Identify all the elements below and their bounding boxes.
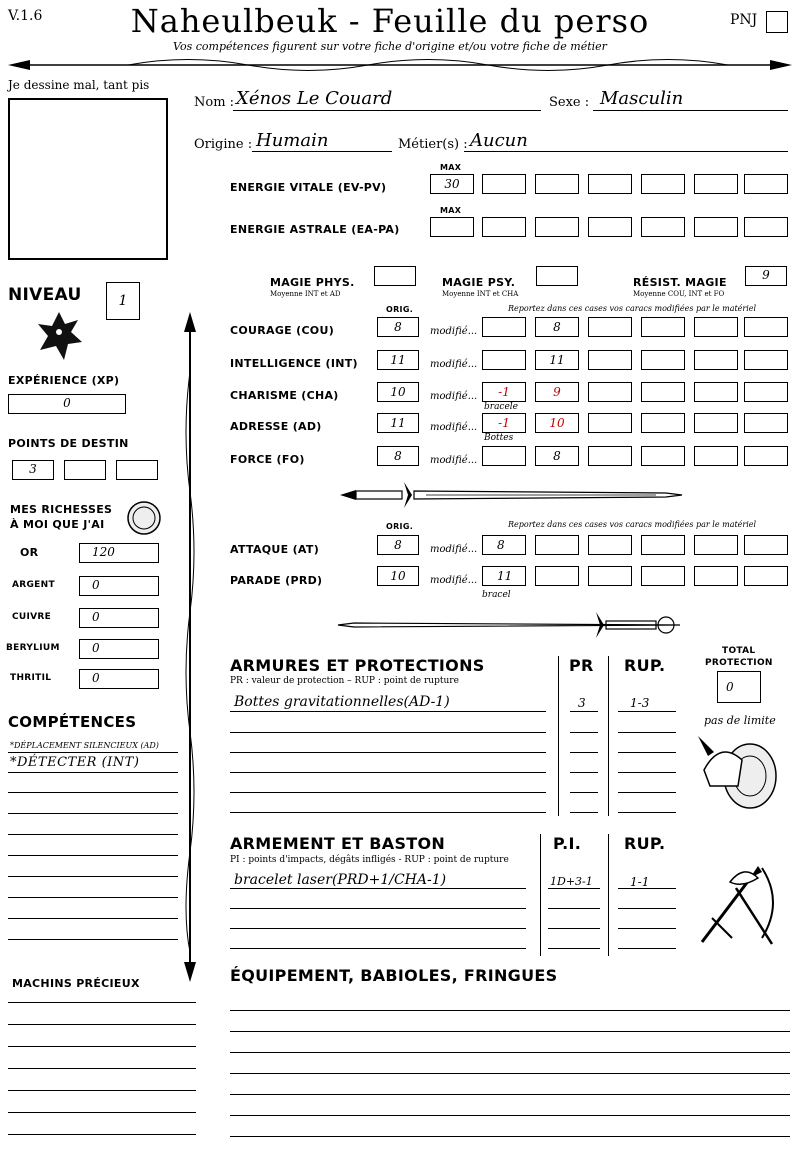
armure-line[interactable]	[230, 792, 546, 793]
stat-orig-value[interactable]: 8	[377, 317, 419, 337]
armure-item-pr[interactable]: 3	[578, 696, 586, 710]
combat-label: PARADE (PRD)	[230, 574, 323, 587]
competence-line[interactable]	[8, 855, 178, 856]
pnj-label: PNJ	[730, 12, 758, 28]
equipement-line[interactable]	[230, 1031, 790, 1032]
origine-label: Origine :	[194, 137, 253, 152]
resist-magie-note: Moyenne COU, INT et FO	[633, 290, 725, 298]
combat-track-cell[interactable]	[588, 535, 632, 555]
arme-rup-line[interactable]	[618, 888, 676, 889]
armure-rup-line[interactable]	[618, 812, 676, 813]
armure-item-rup[interactable]: 1-3	[630, 696, 650, 710]
stats-note: Reportez dans ces cases vos caracs modifiées par le matériel	[508, 304, 757, 313]
total-protection-label-2: PROTECTION	[705, 658, 773, 668]
armures-col-pr: PR	[569, 656, 594, 675]
combat-modif-label: modifié...	[430, 544, 478, 555]
combat-track-cell[interactable]	[641, 566, 685, 586]
nom-value[interactable]: Xénos Le Couard	[236, 88, 393, 109]
armure-line[interactable]	[230, 812, 546, 813]
stat-track-cell[interactable]	[641, 446, 685, 466]
stat-track-cell[interactable]	[694, 413, 738, 433]
arme-rup-line[interactable]	[618, 928, 676, 929]
arme-pi-line[interactable]	[548, 928, 600, 929]
ea-track-cell[interactable]	[588, 217, 632, 237]
stat-mod-value[interactable]	[482, 350, 526, 370]
machins-label: MACHINS PRÉCIEUX	[12, 977, 140, 990]
competences-label: COMPÉTENCES	[8, 713, 137, 731]
stat-track-cell[interactable]	[744, 350, 788, 370]
metier-value[interactable]: Aucun	[470, 130, 528, 151]
combat-track-cell[interactable]	[694, 566, 738, 586]
cuivre-value[interactable]: 0	[79, 608, 159, 628]
combat-track-cell[interactable]	[588, 566, 632, 586]
armement-note: PI : points d'impacts, dégâts infligés - RUP : point de rupture	[230, 855, 509, 865]
stat-current-value[interactable]: 8	[535, 317, 579, 337]
armure-rup-line[interactable]	[618, 792, 676, 793]
stat-track-cell[interactable]	[641, 317, 685, 337]
arme-pi-line[interactable]	[548, 948, 600, 949]
stat-mod-note: bracele	[484, 402, 519, 412]
equipement-line[interactable]	[230, 1052, 790, 1053]
xp-label: EXPÉRIENCE (XP)	[8, 374, 120, 387]
or-value[interactable]: 120	[79, 543, 159, 563]
ea-label: ENERGIE ASTRALE (EA-PA)	[230, 223, 400, 236]
stat-orig-value[interactable]: 11	[377, 413, 419, 433]
magie-psy-label: MAGIE PSY.	[442, 276, 516, 289]
ev-max-value[interactable]: 30	[430, 174, 474, 194]
stat-track-cell[interactable]	[694, 350, 738, 370]
berylium-value[interactable]: 0	[79, 639, 159, 659]
stat-orig-value[interactable]: 10	[377, 382, 419, 402]
stat-track-cell[interactable]	[588, 446, 632, 466]
arme-pi-line[interactable]	[548, 908, 600, 909]
helmet-shield-icon	[694, 730, 784, 810]
armure-line[interactable]	[230, 752, 546, 753]
stat-track-cell[interactable]	[588, 382, 632, 402]
stat-modif-label: modifié...	[430, 422, 478, 433]
stat-track-cell[interactable]	[744, 413, 788, 433]
competence-item-1[interactable]: *DÉPLACEMENT SILENCIEUX (AD)	[10, 741, 159, 750]
stat-mod-note: Bottes	[484, 433, 514, 443]
combat-orig-value[interactable]: 10	[377, 566, 419, 586]
combat-modif-label: modifié...	[430, 575, 478, 586]
stat-track-cell[interactable]	[744, 317, 788, 337]
combat-note: Reportez dans ces cases vos caracs modifiées par le matériel	[508, 520, 757, 529]
ev-track-cell[interactable]	[482, 174, 526, 194]
stat-current-value[interactable]: 8	[535, 446, 579, 466]
ev-track-cell[interactable]	[744, 174, 788, 194]
ea-track-cell[interactable]	[641, 217, 685, 237]
version-label: V.1.6	[8, 8, 43, 24]
sheet-subtitle: Vos compétences figurent sur votre fiche d'origine et/ou votre fiche de métier	[173, 40, 607, 53]
stat-track-cell[interactable]	[694, 446, 738, 466]
sheet-title: Naheulbeuk - Feuille du perso	[130, 2, 650, 40]
stat-track-cell[interactable]	[588, 350, 632, 370]
arme-line[interactable]	[230, 908, 526, 909]
equipement-line[interactable]	[230, 1094, 790, 1095]
riches-label-1: MES RICHESSES	[10, 503, 113, 516]
armure-pr-line[interactable]	[570, 732, 598, 733]
argent-label: ARGENT	[12, 580, 55, 590]
stat-mod-value[interactable]: -1	[482, 382, 526, 402]
combat-track-cell[interactable]	[744, 535, 788, 555]
armure-rup-line[interactable]	[618, 711, 676, 712]
equipement-line[interactable]	[230, 1010, 790, 1011]
arme-item-pi[interactable]: 1D+3-1	[550, 875, 593, 888]
armement-col-rup: RUP.	[624, 834, 666, 853]
destin-box-3[interactable]	[116, 460, 158, 480]
level-value[interactable]: 1	[106, 282, 140, 320]
machins-line[interactable]	[8, 1068, 196, 1069]
combat-track-cell[interactable]	[535, 566, 579, 586]
armures-col-rup: RUP.	[624, 656, 666, 675]
combat-track-cell[interactable]	[694, 535, 738, 555]
total-protection-value[interactable]: 0	[717, 671, 761, 703]
cuivre-label: CUIVRE	[12, 612, 52, 622]
ev-max-label: MAX	[440, 163, 462, 172]
arme-line[interactable]	[230, 928, 526, 929]
stat-mod-value[interactable]: -1	[482, 413, 526, 433]
arme-pi-line[interactable]	[548, 888, 600, 889]
machins-line[interactable]	[8, 1090, 196, 1091]
stat-modif-label: modifié...	[430, 359, 478, 370]
magie-psy-value[interactable]	[536, 266, 578, 286]
stat-label: CHARISME (CHA)	[230, 389, 339, 402]
armure-pr-line[interactable]	[570, 772, 598, 773]
stat-orig-value[interactable]: 8	[377, 446, 419, 466]
ea-max-label: MAX	[440, 206, 462, 215]
armure-pr-line[interactable]	[570, 752, 598, 753]
destin-box-1[interactable]: 3	[12, 460, 54, 480]
ev-track-cell[interactable]	[694, 174, 738, 194]
stat-track-cell[interactable]	[641, 382, 685, 402]
combat-mod-note: bracel	[482, 590, 511, 600]
armure-line[interactable]	[230, 732, 546, 733]
armure-pr-line[interactable]	[570, 792, 598, 793]
ea-track-cell[interactable]	[482, 217, 526, 237]
arme-rup-line[interactable]	[618, 908, 676, 909]
ev-track-cell[interactable]	[641, 174, 685, 194]
armure-pr-line[interactable]	[570, 711, 598, 712]
armement-title: ARMEMENT ET BASTON	[230, 834, 446, 853]
sword-icon	[336, 478, 684, 512]
machins-line[interactable]	[8, 1046, 196, 1047]
combat-label: ATTAQUE (AT)	[230, 543, 320, 556]
ea-track-cell[interactable]	[694, 217, 738, 237]
ev-label: ENERGIE VITALE (EV-PV)	[230, 181, 387, 194]
stat-current-value[interactable]: 9	[535, 382, 579, 402]
arme-rup-line[interactable]	[618, 948, 676, 949]
magie-phys-note: Moyenne INT et AD	[270, 290, 341, 298]
combat-track-cell[interactable]	[641, 535, 685, 555]
stat-label: INTELLIGENCE (INT)	[230, 357, 358, 370]
magie-phys-label: MAGIE PHYS.	[270, 276, 355, 289]
competence-line[interactable]	[8, 918, 178, 919]
armure-pr-line[interactable]	[570, 812, 598, 813]
stat-track-cell[interactable]	[744, 382, 788, 402]
combat-track-cell[interactable]	[535, 535, 579, 555]
total-protection-label-1: TOTAL	[722, 646, 756, 656]
machins-line[interactable]	[8, 1024, 196, 1025]
stat-mod-value[interactable]	[482, 317, 526, 337]
combat-orig-label: ORIG.	[386, 522, 414, 531]
armure-rup-line[interactable]	[618, 772, 676, 773]
stat-label: COURAGE (COU)	[230, 324, 335, 337]
or-label: OR	[20, 546, 39, 559]
combat-mod-value[interactable]: 8	[482, 535, 526, 555]
equipement-line[interactable]	[230, 1115, 790, 1116]
weapons-icon	[692, 858, 786, 950]
thritil-label: THRITIL	[10, 673, 52, 683]
armure-line[interactable]	[230, 711, 546, 712]
machins-line[interactable]	[8, 1112, 196, 1113]
magie-psy-note: Moyenne INT et CHA	[442, 290, 519, 298]
competence-line[interactable]	[8, 876, 178, 877]
arme-item-rup[interactable]: 1-1	[630, 875, 650, 889]
stat-current-value[interactable]: 11	[535, 350, 579, 370]
stat-modif-label: modifié...	[430, 455, 478, 466]
stat-modif-label: modifié...	[430, 391, 478, 402]
stat-track-cell[interactable]	[694, 382, 738, 402]
sexe-value[interactable]: Masculin	[600, 88, 684, 109]
stat-label: FORCE (FO)	[230, 453, 305, 466]
level-label: NIVEAU	[8, 285, 82, 305]
resist-magie-value[interactable]: 9	[745, 266, 787, 286]
thritil-value[interactable]: 0	[79, 669, 159, 689]
riches-label-2: À MOI QUE J'AI	[10, 518, 105, 531]
competence-line[interactable]	[8, 897, 178, 898]
combat-track-cell[interactable]	[744, 566, 788, 586]
competence-line[interactable]	[8, 792, 178, 793]
arme-item-name[interactable]: bracelet laser(PRD+1/CHA-1)	[234, 872, 447, 888]
stat-modif-label: modifié...	[430, 326, 478, 337]
origine-value[interactable]: Humain	[256, 130, 329, 151]
ev-track-cell[interactable]	[588, 174, 632, 194]
armement-col-pi: P.I.	[553, 834, 582, 853]
equipement-title: ÉQUIPEMENT, BABIOLES, FRINGUES	[230, 966, 558, 985]
competence-line[interactable]	[8, 834, 178, 835]
stat-track-cell[interactable]	[641, 350, 685, 370]
equipement-line[interactable]	[230, 1073, 790, 1074]
machins-line[interactable]	[8, 1002, 196, 1003]
stat-track-cell[interactable]	[744, 446, 788, 466]
combat-mod-value[interactable]: 11	[482, 566, 526, 586]
competence-item-2[interactable]: *DÉTECTER (INT)	[10, 755, 140, 770]
competence-line[interactable]	[8, 939, 178, 940]
berylium-label: BERYLIUM	[6, 643, 60, 653]
stat-orig-value[interactable]: 11	[377, 350, 419, 370]
stat-track-cell[interactable]	[641, 413, 685, 433]
stat-track-cell[interactable]	[694, 317, 738, 337]
machins-line[interactable]	[8, 1134, 196, 1135]
sexe-label: Sexe :	[549, 95, 590, 110]
arme-line[interactable]	[230, 888, 526, 889]
armures-note: PR : valeur de protection – RUP : point de rupture	[230, 676, 459, 686]
ea-track-cell[interactable]	[744, 217, 788, 237]
stat-label: ADRESSE (AD)	[230, 420, 322, 433]
destin-box-2[interactable]	[64, 460, 106, 480]
magie-phys-value[interactable]	[374, 266, 416, 286]
metier-label: Métier(s) :	[398, 137, 468, 152]
arme-line[interactable]	[230, 948, 526, 949]
armure-rup-line[interactable]	[618, 732, 676, 733]
armure-rup-line[interactable]	[618, 752, 676, 753]
equipement-line[interactable]	[230, 1136, 790, 1137]
ev-track-cell[interactable]	[535, 174, 579, 194]
sword-icon-2	[336, 608, 684, 642]
armure-item-name[interactable]: Bottes gravitationnelles(AD-1)	[234, 694, 450, 710]
competence-line[interactable]	[8, 813, 178, 814]
ea-max-value[interactable]	[430, 217, 474, 237]
stat-track-cell[interactable]	[588, 317, 632, 337]
coin-icon	[126, 500, 162, 536]
combat-orig-value[interactable]: 8	[377, 535, 419, 555]
resist-magie-label: RÉSIST. MAGIE	[633, 276, 727, 289]
armures-title: ARMURES ET PROTECTIONS	[230, 656, 485, 675]
spear-divider-icon	[8, 56, 792, 74]
stat-current-value[interactable]: 10	[535, 413, 579, 433]
limit-note: pas de limite	[704, 714, 776, 727]
nom-label: Nom :	[194, 95, 235, 110]
ea-track-cell[interactable]	[535, 217, 579, 237]
armure-line[interactable]	[230, 772, 546, 773]
pnj-checkbox[interactable]	[766, 11, 788, 33]
dragon-icon	[34, 308, 84, 364]
portrait-frame[interactable]	[8, 98, 168, 260]
portrait-caption: Je dessine mal, tant pis	[8, 78, 150, 92]
destin-label: POINTS DE DESTIN	[8, 437, 129, 450]
stat-track-cell[interactable]	[588, 413, 632, 433]
argent-value[interactable]: 0	[79, 576, 159, 596]
xp-value[interactable]: 0	[8, 394, 126, 414]
stat-mod-value[interactable]	[482, 446, 526, 466]
spear-vertical-icon	[180, 312, 200, 982]
stats-orig-label: ORIG.	[386, 305, 414, 314]
